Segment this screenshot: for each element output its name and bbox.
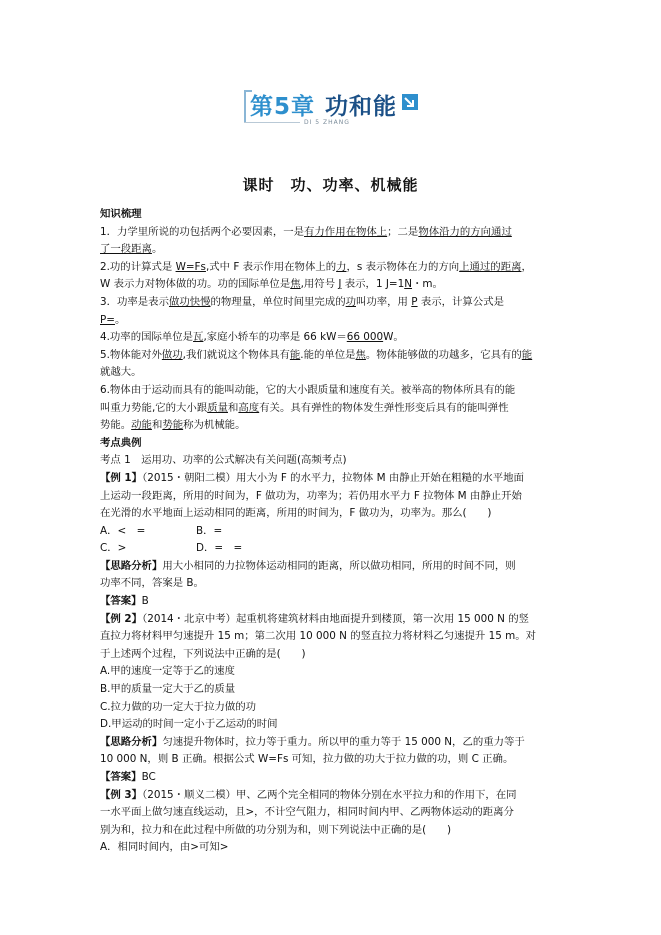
knowledge-item-5-cont: 就越大。 [100,366,142,379]
example-1-analysis-cont: 功率不同，答案是 B。 [100,577,204,590]
example-2-option-c: C.拉力做的功一定大于拉力做的功 [100,700,257,713]
knowledge-item-6-cont2: 势能。动能和势能称为机械能。 [100,419,246,432]
topic-1-heading: 考点 1 运用功、功率的公式解决有关问题(高频考点) [100,454,347,467]
example-2-option-d: D.甲运动的时间一定小于乙运动的时间 [100,718,278,731]
example-2-analysis-cont: 10 000 N，则 B 正确。根据公式 W=Fs 可知，拉力做的功大于拉力做的功，则 C 正确。 [100,753,514,766]
knowledge-item-2-cont: W 表示力对物体做的功。功的国际单位是焦,用符号 J 表示，1 J=1N・m。 [100,278,443,291]
example-3-line2: 一水平面上做匀速直线运动，且>，不计空气阻力，相同时间内甲、乙两物体运动的距离分 [100,806,514,819]
example-2-option-b: B.甲的质量一定大于乙的质量 [100,683,236,696]
example-2-answer: 【答案】BC [100,771,156,783]
section-heading-examples: 考点典例 [100,436,142,449]
section-heading-knowledge: 知识梳理 [100,208,142,220]
chapter-number: 第5章 [250,94,316,120]
lesson-title: 课时 功、功率、机械能 [242,176,419,194]
knowledge-item-4: 4.功率的国际单位是瓦,家庭小轿车的功率是 66 kW＝66 000W。 [100,331,404,344]
example-1-options-ab: A．< = B．= [100,524,223,537]
chapter-name: 功和能 [325,94,398,120]
knowledge-item-6: 6.物体由于运动而具有的能叫动能，它的大小跟质量和速度有关。被举高的物体所具有的能 [100,383,516,396]
corner-arrow-icon [402,94,418,110]
knowledge-item-5: 5.物体能对外做功,我们就说这个物体具有能.能的单位是焦。物体能够做的功越多，它具有的能 [100,348,533,361]
example-1-options-cd: C．> D．= = [100,542,243,555]
knowledge-item-1-cont: 了一段距离。 [100,243,163,256]
example-1: 【例 1】（2015・朝阳二模）用大小为 F 的水平力，拉物体 M 由静止开始在粗糙的水平地面 [100,471,524,484]
example-3-line3: 别为和，拉力和在此过程中所做的功分别为和，则下列说法中正确的是( ) [100,823,451,836]
knowledge-item-3: 3．功率是表示做功快慢的物理量，单位时间里完成的功叫功率，用 P 表示，计算公式是 [100,295,504,308]
example-2-line3: 于上述两个过程，下列说法中正确的是( ) [100,647,306,660]
example-3: 【例 3】（2015・顺义二模）甲、乙两个完全相同的物体分别在水平拉力和的作用下，在同 [100,788,517,801]
example-2-analysis: 【思路分析】匀速提升物体时，拉力等于重力。所以甲的重力等于 15 000 N，乙的重力等于 [100,735,525,748]
content-body [100,206,564,857]
example-1-line3: 在光滑的水平地面上运动相同的距离，所用的时间为，F 做功为，功率为。那么( ) [100,507,492,520]
example-1-analysis: 【思路分析】用大小相同的力拉物体运动相同的距离，所以做功相同，所用的时间不同，则 [100,559,516,572]
example-2: 【例 2】（2014・北京中考）起重机将建筑材料由地面提升到楼顶，第一次用 15 000 N 的竖 [100,612,530,625]
chapter-banner [244,90,420,124]
chapter-pinyin: DI 5 ZHANG [304,119,350,126]
knowledge-item-6-cont: 叫重力势能,它的大小跟质量和高度有关。具有弹性的物体发生弹性形变后具有的能叫弹性 [100,401,509,414]
banner-rule [244,122,300,123]
knowledge-item-1: 1．力学里所说的功包括两个必要因素，一是有力作用在物体上；二是物体沿力的方向通过 [100,225,512,238]
knowledge-item-2: 2.功的计算式是 W=Fs,式中 F 表示作用在物体上的力，s 表示物体在力的方向上通过的距离， [100,260,532,273]
example-1-answer: 【答案】B [100,595,149,608]
example-2-option-a: A.甲的速度一定等于乙的速度 [100,665,235,678]
example-1-line2: 上运动一段距离，所用的时间为，F 做功为，功率为；若仍用水平力 F 拉物体 M 由静止开始 [100,489,522,502]
example-2-line2: 直拉力将材料甲匀速提升 15 m；第二次用 10 000 N 的竖直拉力将材料乙匀速提升 15 m。对 [100,630,537,643]
chapter-title [250,88,397,121]
knowledge-item-3-cont: P=。 [100,313,126,326]
example-3-option-a: A．相同时间内，由>可知> [100,841,229,854]
